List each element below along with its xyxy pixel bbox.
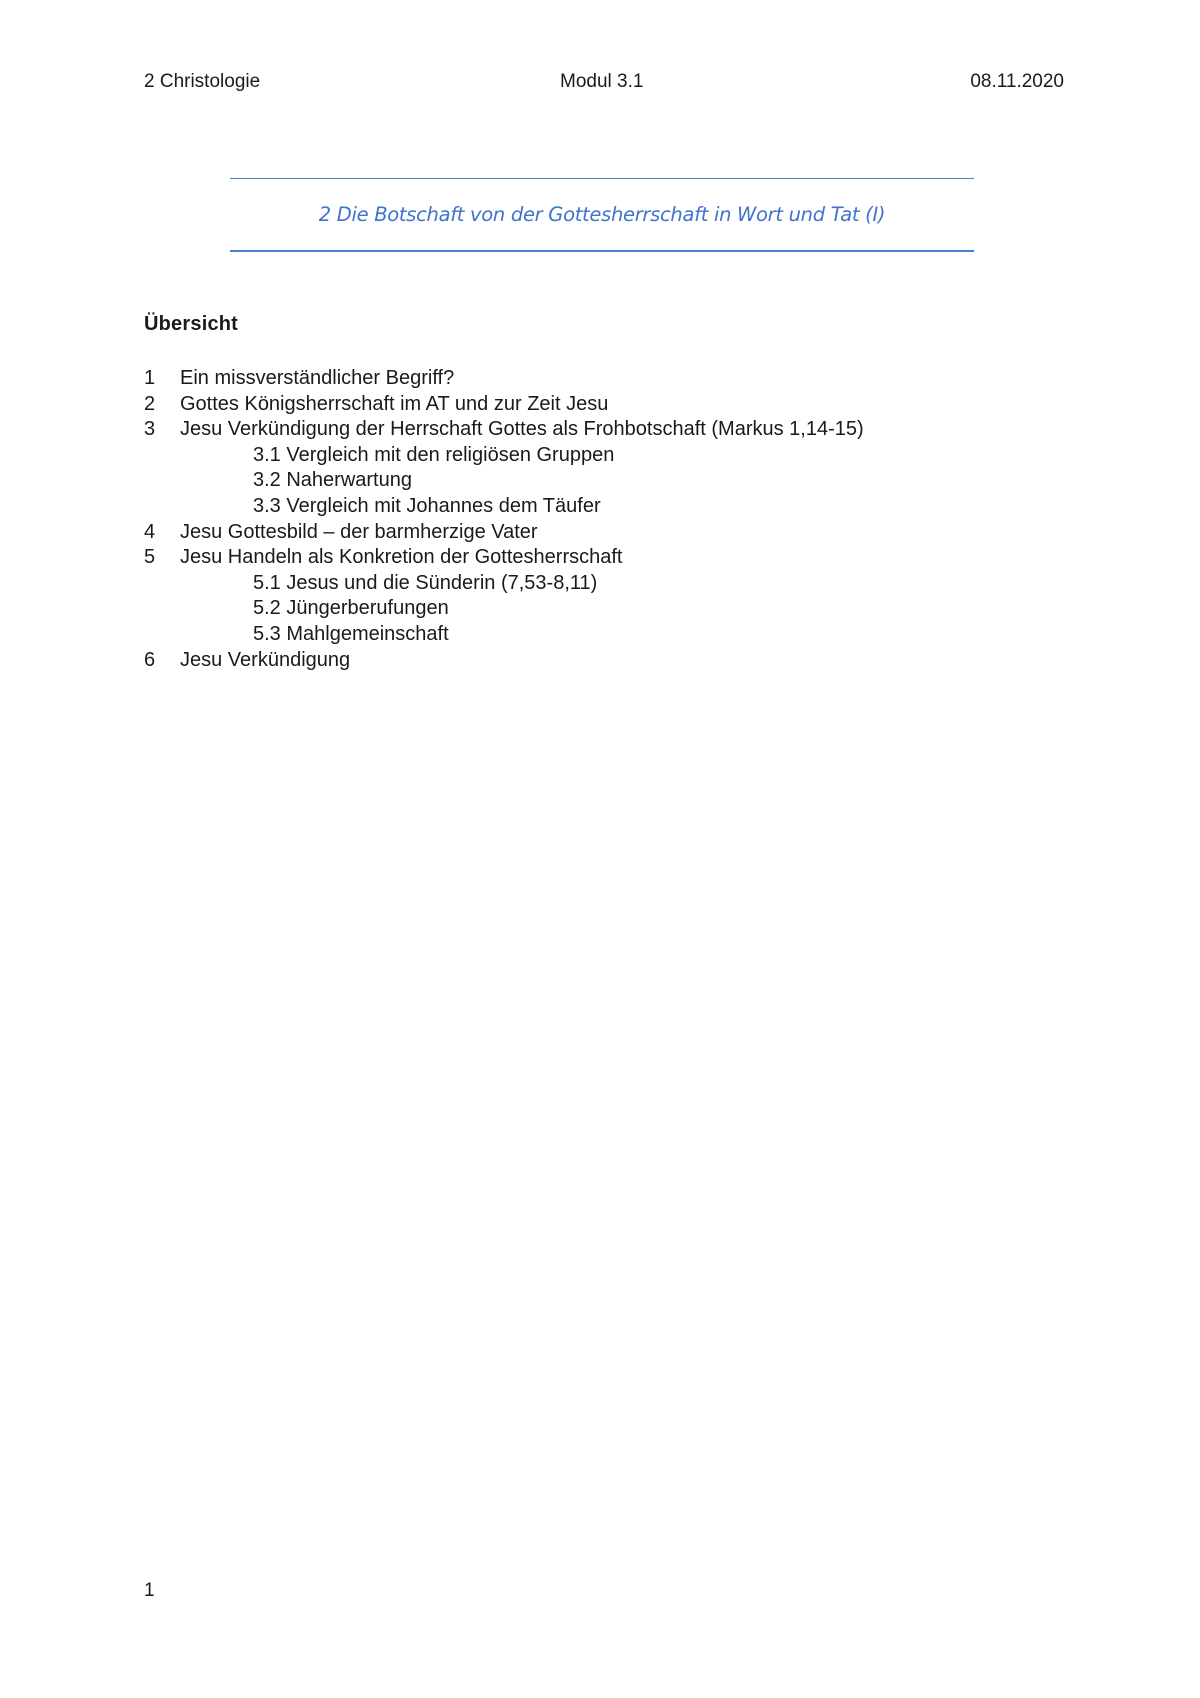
toc-item-text: Ein missverständlicher Begriff? bbox=[180, 367, 455, 389]
overview-heading: Übersicht bbox=[144, 313, 239, 335]
toc-item-number: 5 bbox=[144, 546, 156, 569]
toc-subitem bbox=[144, 443, 1064, 469]
toc-item-text: Jesu Gottesbild – der barmherzige Vater bbox=[180, 520, 538, 543]
toc-item-number: 2 bbox=[144, 392, 156, 415]
toc-item-text: Jesu Verkündigung bbox=[180, 648, 351, 671]
toc-item bbox=[144, 545, 1064, 571]
document-title: 2 Die Botschaft von der Gottesherrschaft in Wort und Tat (I) bbox=[318, 203, 886, 226]
toc-item-number: 4 bbox=[144, 520, 156, 543]
toc-subitem bbox=[144, 494, 1064, 520]
toc-item-number: 1 bbox=[144, 367, 156, 389]
toc-item-text: Jesu Verkündigung der Herrschaft Gottes als Frohbotschaft (Markus 1,14-15) bbox=[180, 418, 864, 441]
toc-item-number: 6 bbox=[144, 648, 156, 671]
toc-item bbox=[144, 392, 1064, 418]
toc-subitem bbox=[144, 468, 1064, 494]
page-number: 1 bbox=[144, 1580, 155, 1601]
toc-subitem bbox=[144, 622, 1064, 648]
toc-subitem-text: 5.1 Jesus und die Sünderin (7,53-8,11) bbox=[253, 571, 598, 594]
toc-subitem-text: 3.1 Vergleich mit den religiösen Gruppen bbox=[253, 443, 615, 466]
toc-subitem bbox=[144, 571, 1064, 597]
toc-subitem-text: 5.3 Mahlgemeinschaft bbox=[253, 622, 449, 645]
toc-subitem bbox=[144, 596, 1064, 622]
header-course-title: 2 Christologie bbox=[144, 71, 261, 92]
title-box bbox=[230, 178, 974, 252]
toc-item bbox=[144, 417, 1064, 443]
page-header bbox=[144, 71, 1064, 95]
toc-item-number: 3 bbox=[144, 418, 156, 441]
toc-item bbox=[144, 520, 1064, 546]
toc-item bbox=[144, 648, 1064, 674]
toc-subitem-text: 5.2 Jüngerberufungen bbox=[253, 597, 449, 620]
toc-subitem-text: 3.2 Naherwartung bbox=[253, 469, 412, 492]
toc-item bbox=[144, 366, 1064, 392]
toc-subitem-text: 3.3 Vergleich mit Johannes dem Täufer bbox=[253, 494, 601, 517]
header-module: Modul 3.1 bbox=[560, 71, 644, 92]
header-date: 08.11.2020 bbox=[970, 71, 1064, 92]
toc-item-text: Jesu Handeln als Konkretion der Gottesherrschaft bbox=[180, 546, 623, 569]
toc-item-text: Gottes Königsherrschaft im AT und zur Zeit Jesu bbox=[180, 392, 609, 415]
table-of-contents bbox=[144, 366, 1064, 673]
